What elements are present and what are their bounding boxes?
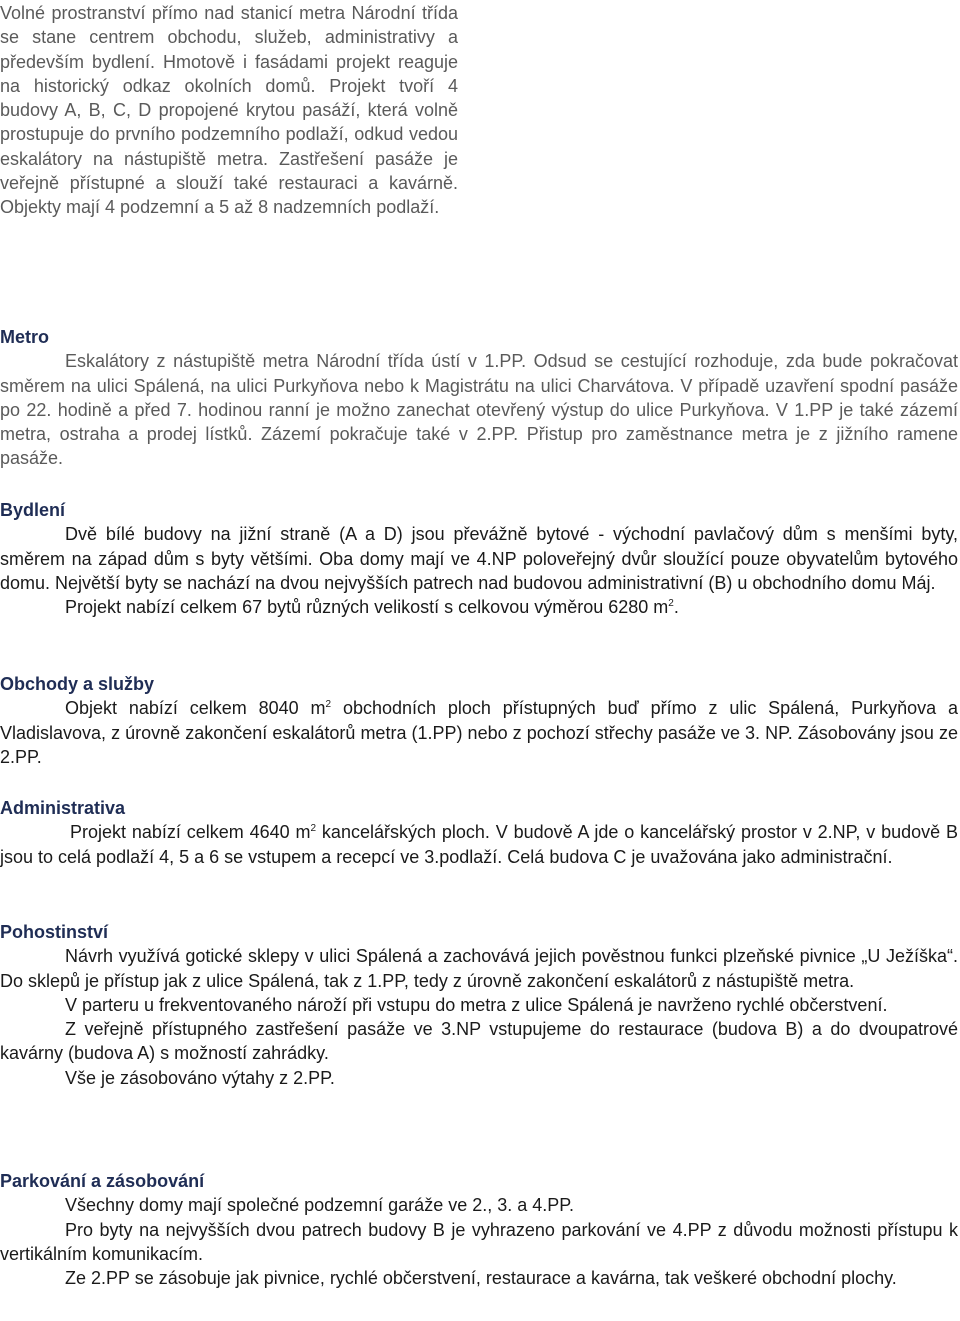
bydleni-p2-end: . (673, 597, 679, 618)
bydleni-p2-sup: 2 (668, 598, 674, 610)
pohostinstvi-section (0, 920, 958, 1090)
administrativa-p1-end: kancelářských ploch. V budově A jde o kancelářský prostor v 2.NP, v budově B jsou to celá podlaží 4, 5 a 6 se vstupem a recepcí ve 3.podlaží. Celá budova C je uvažována jako administrační. (0, 822, 958, 867)
parkovani-paragraph-3: Ze 2.PP se zásobuje jak pivnice, rychlé občerstvení, restaurace a kavárna, tak veškeré obchodní plochy. (65, 1268, 897, 1289)
parkovani-section (0, 1169, 958, 1290)
administrativa-p1-text: Projekt nabízí celkem 4640 m (70, 822, 311, 843)
parkovani-heading: Parkování a zásobování (0, 1171, 205, 1191)
bydleni-p2-text: Projekt nabízí celkem 67 bytů různých velikostí s celkovou výměrou 6280 m (65, 597, 669, 618)
administrativa-p1-sup: 2 (310, 823, 317, 835)
pohostinstvi-heading: Pohostinství (0, 922, 109, 942)
obchody-p1-end: obchodních ploch přístupných buď přímo z ulic Spálená, Purkyňova a Vladislavova, z úrovně zakončení eskalátorů metra (1.PP) nebo z pochozí střechy pasáže ve 3. NP. Zásobovány jsou ze 2.PP. (0, 698, 958, 767)
pohostinstvi-paragraph-1: Návrh využívá gotické sklepy v ulici Spálená a zachovává jejich pověstnou funkci plzeňské pivnice „U Ježíška“. Do sklepů je přístup jak z ulice Spálená, tak z 1.PP, tedy z úrovně zakončení eskalátorů z nástupiště metra. (0, 946, 958, 991)
metro-heading: Metro (0, 327, 49, 347)
bydleni-section (0, 498, 958, 619)
metro-paragraph: Eskalátory z nástupiště metra Národní třída ústí v 1.PP. Odsud se cestující rozhoduje, zda bude pokračovat směrem na ulici Spálená, na ulici Purkyňova nebo k Magistrátu na ulici Charvátova. V případě uzavření spodní pasáže po 22. hodině a před 7. hodinou ranní je možno zanechat otevřený výstup do ulice Purkyňova. V 1.PP je také zázemí metra, ostraha a prodej lístků. Zázemí pokračuje také v 2.PP. Přistup pro zaměstnance metra je z jižního ramene pasáže. (0, 351, 958, 469)
bydleni-paragraph-2 (0, 595, 958, 619)
pohostinstvi-paragraph-3: Z veřejně přístupného zastřešení pasáže ve 3.NP vstupujeme do restaurace (budova B) a do dvoupatrové kavárny (budova A) s možností zahrádky. (0, 1019, 958, 1064)
obchody-heading: Obchody a služby (0, 674, 155, 694)
administrativa-heading: Administrativa (0, 798, 126, 818)
administrativa-paragraph (0, 820, 958, 869)
pohostinstvi-paragraph-2: V parteru u frekventovaného nároží při vstupu do metra z ulice Spálená je navrženo rychlé občerstvení. (65, 994, 888, 1015)
administrativa-section (0, 796, 958, 869)
obchody-p1-sup: 2 (325, 699, 332, 711)
metro-section (0, 325, 958, 471)
parkovani-paragraph-1: Všechny domy mají společné podzemní garáže ve 2., 3. a 4.PP. (65, 1195, 574, 1216)
obchody-paragraph (0, 696, 958, 769)
obchody-p1-text: Objekt nabízí celkem 8040 m (65, 698, 326, 719)
parkovani-paragraph-2: Pro byty na nejvyšších dvou patrech budovy B je vyhrazeno parkování ve 4.PP z důvodu možnosti přístupu k vertikálním komunikacím. (0, 1219, 958, 1264)
bydleni-paragraph-1: Dvě bílé budovy na jižní straně (A a D) jsou převážně bytové - východní pavlačový dům s menšími byty, směrem na západ dům s byty většími. Oba domy mají ve 4.NP poloveřejný dvůr sloužící pouze obyvatelům bytového domu. Největší byty se nachází na dvou nejvyšších patrech nad budovou administrativní (B) u obchodního domu Máj. (0, 524, 958, 593)
bydleni-heading: Bydlení (0, 500, 66, 520)
pohostinstvi-paragraph-4: Vše je zásobováno výtahy z 2.PP. (65, 1067, 335, 1088)
intro-paragraph: Volné prostranství přímo nad stanicí metra Národní třída se stane centrem obchodu, služeb, administrativy a především bydlení. Hmotově i fasádami projekt reaguje na historický odkaz okolních domů. Projekt tvoří 4 budovy A, B, C, D propojené krytou pasáží, která volně prostupuje do prvního podzemního podlaží, odkud vedou eskalátory na nástupiště metra. Zastřešení pasáže je veřejně přístupné a slouží také restauraci a kavárně. Objekty mají 4 podzemní a 5 až 8 nadzemních podlaží. (0, 3, 458, 218)
intro-section (0, 0, 458, 220)
obchody-section (0, 672, 958, 769)
